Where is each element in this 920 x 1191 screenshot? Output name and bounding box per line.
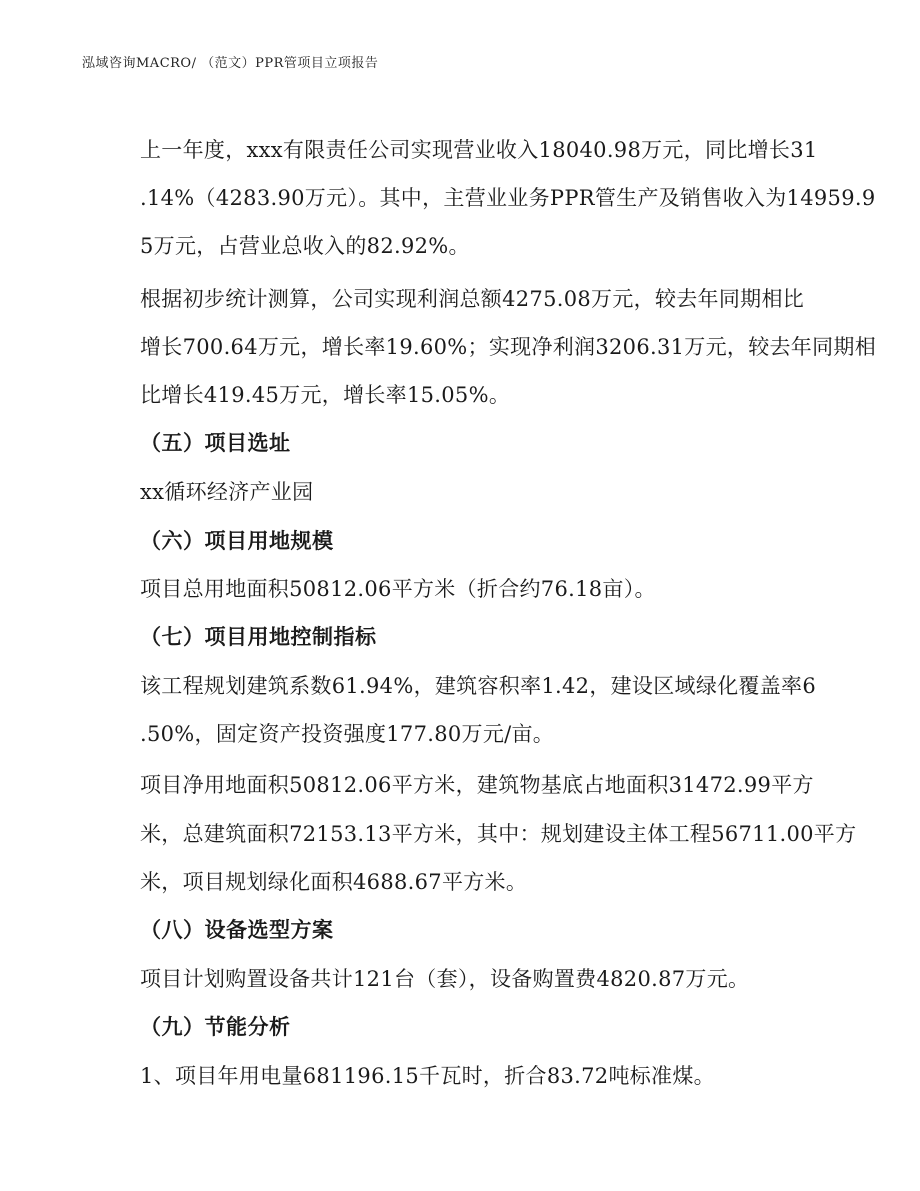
paragraph-profit-line-2: 增长700.64万元，增长率19.60%；实现净利润3206.31万元，较去年同期相: [140, 335, 876, 359]
paragraph-area-line-2: 米，总建筑面积72153.13平方米，其中：规划建设主体工程56711.00平方: [140, 822, 857, 846]
paragraph-area-line-1: 项目净用地面积50812.06平方米，建筑物基底占地面积31472.99平方: [140, 773, 814, 797]
section-heading-energy: （九）节能分析: [140, 1014, 291, 1039]
paragraph-equipment: 项目计划购置设备共计121台（套），设备购置费4820.87万元。: [140, 967, 750, 991]
paragraph-revenue-line-2: .14%（4283.90万元）。其中，主营业业务PPR管生产及销售收入为14959.9: [140, 186, 876, 210]
paragraph-land-control-line-1: 该工程规划建筑系数61.94%，建筑容积率1.42，建设区域绿化覆盖率6: [140, 674, 816, 698]
section-heading-land-scale: （六）项目用地规模: [140, 528, 334, 553]
paragraph-land-scale: 项目总用地面积50812.06平方米（折合约76.18亩）。: [140, 577, 656, 601]
paragraph-land-control-line-2: .50%，固定资产投资强度177.80万元/亩。: [140, 722, 555, 746]
section-heading-site: （五）项目选址: [140, 430, 291, 455]
paragraph-profit-line-3: 比增长419.45万元，增长率15.05%。: [140, 383, 511, 407]
section-heading-land-control: （七）项目用地控制指标: [140, 624, 377, 649]
section-heading-equipment: （八）设备选型方案: [140, 917, 334, 942]
paragraph-area-line-3: 米，项目规划绿化面积4688.67平方米。: [140, 870, 528, 894]
document-header: 泓域咨询MACRO/ （范文）PPR管项目立项报告: [82, 56, 379, 71]
paragraph-revenue-line-3: 5万元，占营业总收入的82.92%。: [140, 234, 470, 258]
paragraph-profit-line-1: 根据初步统计测算，公司实现利润总额4275.08万元，较去年同期相比: [140, 287, 805, 311]
paragraph-revenue-line-1: 上一年度，xxx有限责任公司实现营业收入18040.98万元，同比增长31: [140, 138, 818, 162]
paragraph-site: xx循环经济产业园: [140, 480, 314, 504]
paragraph-energy: 1、项目年用电量681196.15千瓦时，折合83.72吨标准煤。: [140, 1064, 715, 1088]
